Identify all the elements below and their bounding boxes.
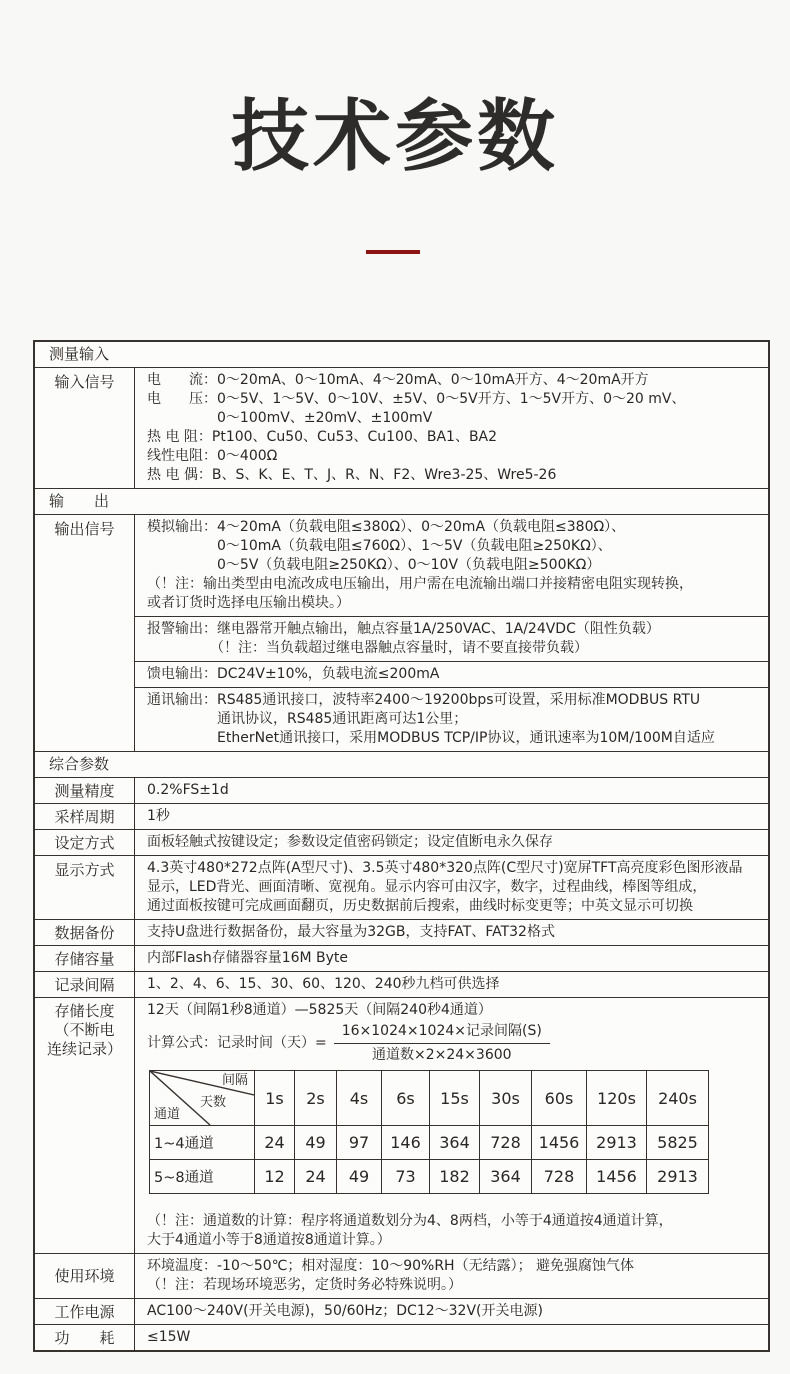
matrix-col-header: 1s [254,1071,294,1125]
spec-line: 0.2%FS±1d [147,782,229,798]
row-power-consumption [35,1324,768,1350]
storage-note [147,1212,762,1250]
matrix-value: 24 [294,1160,336,1193]
spec-line: 通讯输出：RS485通讯接口，波特率2400～19200bps可设置，采用标准MODBUS RTU [147,692,701,708]
matrix-row-5-8 [150,1159,708,1193]
row-value [135,1299,768,1324]
row-output-signal [35,514,768,751]
matrix-col-header: 120s [586,1071,646,1125]
storage-range-line: 12天（间隔1秒8通道）—5825天（间隔240秒4通道） [147,1002,492,1018]
title-accent-divider [366,250,420,254]
environment-content [135,1254,768,1298]
matrix-row-label: 1~4通道 [154,1136,214,1152]
matrix-value: 97 [336,1126,381,1159]
matrix-value: 2913 [646,1160,708,1193]
spec-line: 电 压：0～5V、1～5V、0～10V、±5V、0～5V开方、1～5V开方、0～20 mV、 [147,391,686,407]
row-accuracy [35,777,768,803]
spec-line: 馈电输出：DC24V±10%，负载电流≤200mA [147,666,440,682]
row-value [135,804,768,829]
matrix-value: 1456 [586,1160,646,1193]
formula-numerator: 16×1024×1024×记录间隔(S) [334,1022,550,1044]
row-label: 工作电源 [35,1299,135,1324]
section-row-measure-input [35,342,768,367]
matrix-col-header: 6s [381,1071,429,1125]
row-value [135,972,768,997]
spec-line: 0～100mV、±20mV、±100mV [147,410,433,426]
spec-line: 或者订货时选择电压输出模块。） [147,595,350,611]
matrix-value: 146 [381,1126,429,1159]
row-data-backup [35,919,768,945]
row-setting-method [35,829,768,855]
row-value [135,946,768,971]
matrix-value: 73 [381,1160,429,1193]
spec-line: （！注：若现场环境恶劣，定货时务必特殊说明。） [147,1277,462,1293]
row-record-interval [35,971,768,997]
row-label [35,998,135,1253]
spec-line: （！注：当负载超过继电器触点容量时，请不要直接带负载） [147,640,588,656]
matrix-value: 2913 [586,1126,646,1159]
display-method-content [135,856,768,919]
matrix-value: 49 [294,1126,336,1159]
row-power-supply [35,1298,768,1324]
row-input-signal [35,367,768,488]
spec-line: 1秒 [147,808,170,824]
row-storage-capacity [35,945,768,971]
matrix-value: 364 [429,1126,479,1159]
spec-line: 线性电阻：0～400Ω [147,448,278,464]
formula-fraction [334,1022,550,1065]
row-label: 功 耗 [35,1325,135,1350]
matrix-row-1-4 [150,1125,708,1159]
input-signal-content [135,368,768,488]
row-label: 采样周期 [35,804,135,829]
spec-line: 1、2、4、6、15、30、60、120、240秒九档可供选择 [147,976,500,992]
matrix-col-header: 15s [429,1071,479,1125]
spec-line: 支持U盘进行数据备份，最大容量为32GB，支持FAT、FAT32格式 [147,924,555,940]
row-label: 使用环境 [35,1254,135,1298]
corner-label-interval: 间隔 [221,1073,248,1088]
row-storage-length [35,997,768,1253]
spec-line: 热 电 阻：Pt100、Cu50、Cu53、Cu100、BA1、BA2 [147,429,498,445]
spec-line: EtherNet通讯接口，采用MODBUS TCP/IP协议，通讯速率为10M/100M自适应 [147,730,715,746]
row-value [135,830,768,855]
matrix-col-header: 240s [646,1071,708,1125]
matrix-value: 5825 [646,1126,708,1159]
spec-line: 面板轻触式按键设定；参数设定值密码锁定；设定值断电永久保存 [147,834,553,850]
section-title: 综合参数 [49,755,110,773]
matrix-value: 12 [254,1160,294,1193]
matrix-row-label: 5~8通道 [154,1170,214,1186]
spec-line: 热 电 偶：B、S、K、E、T、J、R、N、F2、Wre3-25、Wre5-26 [147,467,557,483]
analog-output-block [135,515,768,616]
matrix-header-row [150,1071,708,1125]
alarm-output-block [135,616,768,661]
spec-line: 报警输出：继电器常开触点输出，触点容量1A/250VAC、1A/24VDC（阻性负载） [147,621,660,637]
matrix-value: 1456 [531,1126,586,1159]
storage-length-content [135,998,768,1253]
matrix-col-header: 30s [479,1071,531,1125]
row-value [135,920,768,945]
storage-formula [147,1022,762,1065]
row-label: 输出信号 [35,515,135,751]
spec-line: 模拟输出：4～20mA（负载电阻≤380Ω）、0～20mA（负载电阻≤380Ω）、 [147,519,626,535]
row-label: 存储容量 [35,946,135,971]
row-value [135,1325,768,1350]
row-environment [35,1253,768,1298]
matrix-col-header: 2s [294,1071,336,1125]
matrix-value: 364 [479,1160,531,1193]
storage-matrix-table [149,1070,709,1194]
matrix-value: 182 [429,1160,479,1193]
row-label: 显示方式 [35,856,135,919]
row-label: 记录间隔 [35,972,135,997]
matrix-value: 728 [479,1126,531,1159]
matrix-value: 49 [336,1160,381,1193]
row-label: 测量精度 [35,778,135,803]
spec-line: AC100～240V(开关电源)，50/60Hz；DC12～32V(开关电源) [147,1303,543,1319]
output-signal-content [135,515,768,751]
row-value [135,778,768,803]
row-display-method [35,855,768,919]
row-sampling-period [35,803,768,829]
matrix-corner-cell [150,1071,254,1125]
spec-line: 通讯协议，RS485通讯距离可达1公里； [147,711,468,727]
storage-label-line: 连续记录） [46,1040,122,1058]
matrix-value: 728 [531,1160,586,1193]
page-title: 技术参数 [230,92,559,182]
storage-label-line: 存储长度 [54,1002,115,1020]
section-row-output [35,488,768,514]
corner-label-channel: 通道 [154,1107,181,1122]
spec-line: 电 流：0～20mA、0～10mA、4～20mA、0～10mA开方、4～20mA开方 [147,372,649,388]
row-label: 数据备份 [35,920,135,945]
formula-prefix: 计算公式：记录时间（天）= [147,1035,327,1051]
spec-line: 大于4通道小等于8通道按8通道计算。） [147,1232,391,1248]
spec-line: 0～10mA（负载电阻≤760Ω）、1～5V（负载电阻≥250KΩ）、 [147,538,612,554]
spec-line: （！注：通道数的计算：程序将通道数划分为4、8两档，小等于4通道按4通道计算， [147,1213,673,1229]
spec-line: 4.3英寸480*272点阵(A型尺寸)、3.5英寸480*320点阵(C型尺寸)宽屏TFT高亮度彩色图形液晶 [147,860,743,876]
spec-line: 显示，LED背光、画面清晰、宽视角。显示内容可由汉字，数字，过程曲线，棒图等组成， [147,879,707,895]
spec-line: 通过面板按键可完成画面翻页，历史数据前后搜索，曲线时标变更等；中英文显示可切换 [147,898,693,914]
feed-output-block [135,661,768,687]
row-label: 设定方式 [35,830,135,855]
section-row-general [35,751,768,777]
formula-denominator: 通道数×2×24×3600 [372,1047,512,1063]
matrix-col-header: 60s [531,1071,586,1125]
matrix-value: 24 [254,1126,294,1159]
storage-label-line: （不断电 [54,1021,115,1039]
section-title: 测量输入 [49,345,110,363]
section-title: 输 出 [49,492,110,510]
spec-line: 内部Flash存储器容量16M Byte [147,950,349,966]
row-label: 输入信号 [35,368,135,488]
matrix-col-header: 4s [336,1071,381,1125]
spec-table [33,340,770,1352]
corner-label-days: 天数 [200,1095,227,1110]
spec-line: 环境温度：-10～50℃；相对湿度：10～90%RH（无结露）； 避免强腐蚀气体 [147,1258,635,1274]
spec-line: （！注：输出类型由电流改成电压输出，用户需在电流输出端口并接精密电阻实现转换， [147,576,693,592]
comm-output-block [135,687,768,751]
spec-line: ≤15W [147,1329,191,1345]
spec-line: 0～5V（负载电阻≥250KΩ）、0～10V（负载电阻≥500KΩ） [147,557,601,573]
